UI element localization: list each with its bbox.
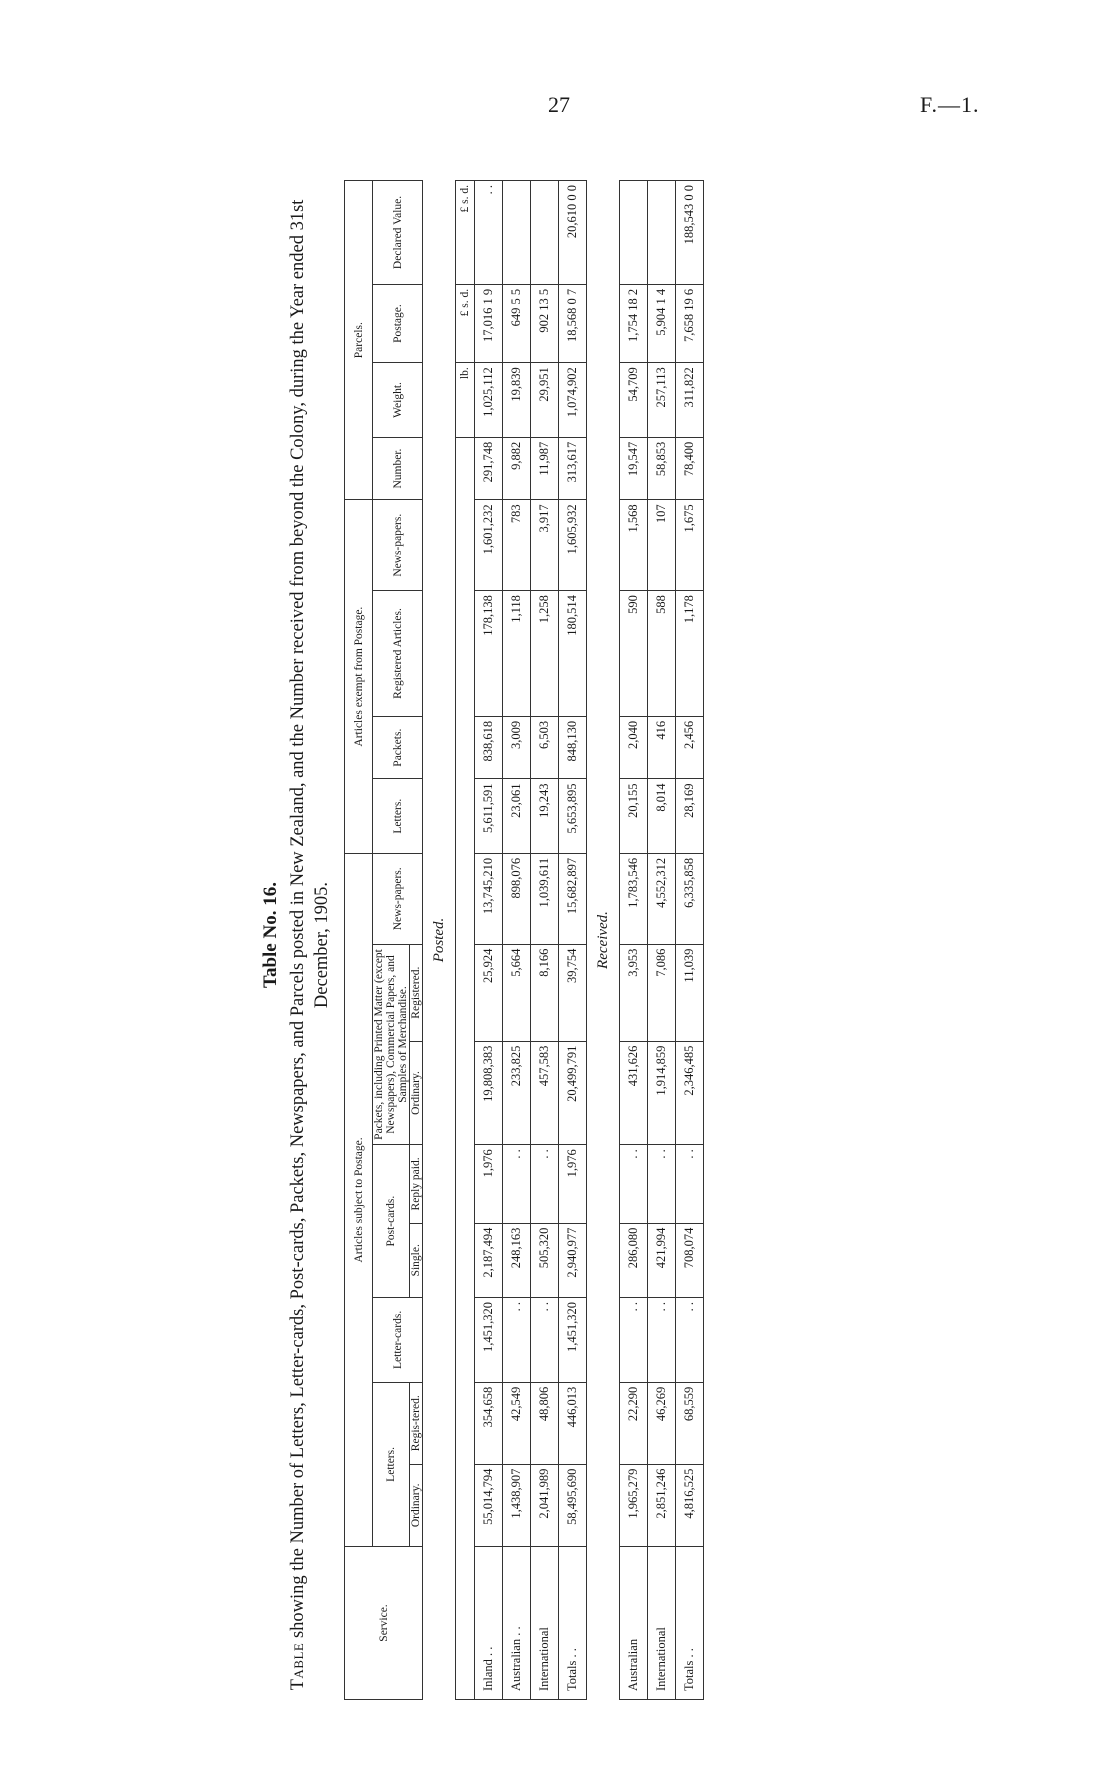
cell-lr: 48,806 xyxy=(531,1382,559,1464)
col-letters: Letters. xyxy=(373,1382,410,1546)
cell-lo: 58,495,690 xyxy=(559,1464,587,1546)
cell-service: Inland . . xyxy=(475,1547,503,1700)
section-label-posted: Posted. xyxy=(423,181,456,1700)
cell-er: 590 xyxy=(620,591,648,717)
cell-pw: 29,951 xyxy=(531,363,559,437)
cell-pd xyxy=(503,181,531,285)
title-rest: showing the Number of Letters, Letter-cards, Post-cards, Packets, Newspapers, and Parcels posted in New Zealand, and the Number received from beyond the Colony, during the Year ended 31st December, 1905. xyxy=(288,199,332,1639)
cell-pr: 8,166 xyxy=(531,944,559,1041)
cell-pp: 649 5 5 xyxy=(503,284,531,362)
cell-pr: 11,039 xyxy=(676,944,704,1041)
cell-service: Australian . . xyxy=(503,1547,531,1700)
cell-po: 19,808,383 xyxy=(475,1041,503,1145)
cell-pp: 1,754 18 2 xyxy=(620,284,648,362)
cell-el: 5,653,895 xyxy=(559,779,587,853)
table-title xyxy=(286,190,334,1700)
cell-pcs: 505,320 xyxy=(531,1223,559,1297)
cell-pw: 1,074,902 xyxy=(559,363,587,437)
cell-lc: 1,451,320 xyxy=(559,1298,587,1383)
cell-pcr: 1,976 xyxy=(559,1145,587,1223)
cell-lr: 68,559 xyxy=(676,1382,704,1464)
col-exempt-newspapers: News-papers. xyxy=(373,500,423,591)
cell-pd xyxy=(620,181,648,285)
col-packets: Packets, including Printed Matter (except Newspapers), Commercial Papers, and Samples of Merchandise. xyxy=(373,944,410,1145)
posted-row xyxy=(503,181,531,1700)
cell-lr: 46,269 xyxy=(648,1382,676,1464)
cell-lc: . . xyxy=(676,1298,704,1383)
col-parcel-weight: Weight. xyxy=(373,363,423,437)
cell-pd: 20,610 0 0 xyxy=(559,181,587,285)
cell-pr: 7,086 xyxy=(648,944,676,1041)
cell-el: 20,155 xyxy=(620,779,648,853)
cell-ep: 2,456 xyxy=(676,716,704,779)
cell-er: 178,138 xyxy=(475,591,503,717)
group-parcels: Parcels. xyxy=(345,181,373,500)
cell-lc: . . xyxy=(531,1298,559,1383)
unit-lb: lb. xyxy=(456,363,475,437)
cell-po: 1,914,859 xyxy=(648,1041,676,1145)
group-subject-to-postage: Articles subject to Postage. xyxy=(345,853,373,1546)
posted-row xyxy=(475,181,503,1700)
cell-er: 588 xyxy=(648,591,676,717)
cell-pn: 313,617 xyxy=(559,437,587,500)
cell-po: 233,825 xyxy=(503,1041,531,1145)
cell-el: 19,243 xyxy=(531,779,559,853)
cell-service: International xyxy=(531,1547,559,1700)
cell-pp: 5,904 1 4 xyxy=(648,284,676,362)
cell-ep: 6,503 xyxy=(531,716,559,779)
cell-np: 4,552,312 xyxy=(648,853,676,944)
col-exempt-registered: Registered Articles. xyxy=(373,591,423,717)
cell-en: 107 xyxy=(648,500,676,591)
cell-lo: 1,965,279 xyxy=(620,1464,648,1546)
cell-en: 1,601,232 xyxy=(475,500,503,591)
cell-pw: 311,822 xyxy=(676,363,704,437)
cell-pcs: 421,994 xyxy=(648,1223,676,1297)
received-row xyxy=(676,181,704,1700)
cell-pr: 25,924 xyxy=(475,944,503,1041)
col-post-cards: Post-cards. xyxy=(373,1145,410,1298)
cell-pp: 902 13 5 xyxy=(531,284,559,362)
cell-lo: 1,438,907 xyxy=(503,1464,531,1546)
rotated-table-area xyxy=(260,170,860,1700)
table-number: Table No. 16. xyxy=(260,882,281,988)
cell-pr: 5,664 xyxy=(503,944,531,1041)
cell-lc: . . xyxy=(620,1298,648,1383)
unit-lsd: £ s. d. xyxy=(456,284,475,362)
cell-lc: . . xyxy=(648,1298,676,1383)
cell-en: 3,917 xyxy=(531,500,559,591)
title-lead: Table xyxy=(288,1642,308,1691)
section-heading xyxy=(423,181,456,1700)
cell-pr: 3,953 xyxy=(620,944,648,1041)
col-letters-registered: Regis-tered. xyxy=(410,1382,423,1464)
cell-pcs: 248,163 xyxy=(503,1223,531,1297)
cell-pw: 54,709 xyxy=(620,363,648,437)
col-postcards-reply: Reply paid. xyxy=(410,1145,423,1223)
cell-pn: 58,853 xyxy=(648,437,676,500)
page-number: 27 xyxy=(548,92,570,117)
cell-lr: 42,549 xyxy=(503,1382,531,1464)
cell-lr: 446,013 xyxy=(559,1382,587,1464)
cell-pcr: . . xyxy=(648,1145,676,1223)
cell-en: 1,675 xyxy=(676,500,704,591)
cell-lc: . . xyxy=(503,1298,531,1383)
cell-ep: 3,009 xyxy=(503,716,531,779)
cell-pcr: . . xyxy=(676,1145,704,1223)
cell-po: 457,583 xyxy=(531,1041,559,1145)
cell-pn: 19,547 xyxy=(620,437,648,500)
cell-lc: 1,451,320 xyxy=(475,1298,503,1383)
col-exempt-packets: Packets. xyxy=(373,716,423,779)
col-packets-ordinary: Ordinary. xyxy=(410,1041,423,1145)
received-row xyxy=(648,181,676,1700)
cell-pcs: 2,940,977 xyxy=(559,1223,587,1297)
cell-pd: . . xyxy=(475,181,503,285)
cell-el: 28,169 xyxy=(676,779,704,853)
cell-pd xyxy=(531,181,559,285)
cell-np: 1,039,611 xyxy=(531,853,559,944)
cell-pcs: 708,074 xyxy=(676,1223,704,1297)
cell-pw: 257,113 xyxy=(648,363,676,437)
col-parcel-number: Number. xyxy=(373,437,423,500)
col-service: Service. xyxy=(345,1547,423,1700)
cell-np: 15,682,897 xyxy=(559,853,587,944)
cell-ep: 2,040 xyxy=(620,716,648,779)
received-row xyxy=(620,181,648,1700)
cell-service: Totals . . xyxy=(559,1547,587,1700)
cell-pp: 17,016 1 9 xyxy=(475,284,503,362)
cell-pd xyxy=(648,181,676,285)
received-section xyxy=(587,181,704,1700)
unit-lsd-declared: £ s. d. xyxy=(456,181,475,285)
posted-section xyxy=(423,181,587,1700)
cell-pn: 9,882 xyxy=(503,437,531,500)
col-exempt-letters: Letters. xyxy=(373,779,423,853)
cell-pcr: . . xyxy=(503,1145,531,1223)
cell-ep: 416 xyxy=(648,716,676,779)
col-parcel-postage: Postage. xyxy=(373,284,423,362)
cell-service: Australian xyxy=(620,1547,648,1700)
cell-np: 6,335,858 xyxy=(676,853,704,944)
statistics-table xyxy=(344,180,704,1700)
units-row xyxy=(456,181,475,1700)
cell-el: 8,014 xyxy=(648,779,676,853)
cell-lo: 2,851,246 xyxy=(648,1464,676,1546)
col-postcards-single: Single. xyxy=(410,1223,423,1297)
cell-pcr: . . xyxy=(620,1145,648,1223)
cell-np: 13,745,210 xyxy=(475,853,503,944)
document-reference: F.—1. xyxy=(920,92,980,117)
col-letters-ordinary: Ordinary. xyxy=(410,1464,423,1546)
cell-el: 5,611,591 xyxy=(475,779,503,853)
cell-pr: 39,754 xyxy=(559,944,587,1041)
col-letter-cards: Letter-cards. xyxy=(373,1298,423,1383)
cell-ep: 838,618 xyxy=(475,716,503,779)
cell-np: 1,783,546 xyxy=(620,853,648,944)
col-packets-registered: Registered. xyxy=(410,944,423,1041)
cell-lo: 4,816,525 xyxy=(676,1464,704,1546)
cell-pp: 7,658 19 6 xyxy=(676,284,704,362)
cell-lo: 2,041,989 xyxy=(531,1464,559,1546)
cell-lo: 55,014,794 xyxy=(475,1464,503,1546)
cell-np: 898,076 xyxy=(503,853,531,944)
cell-pn: 291,748 xyxy=(475,437,503,500)
col-newspapers: News-papers. xyxy=(373,853,423,944)
cell-ep: 848,130 xyxy=(559,716,587,779)
cell-pcs: 286,080 xyxy=(620,1223,648,1297)
posted-row xyxy=(559,181,587,1700)
cell-pcr: . . xyxy=(531,1145,559,1223)
cell-pcr: 1,976 xyxy=(475,1145,503,1223)
cell-pw: 19,839 xyxy=(503,363,531,437)
cell-service: International xyxy=(648,1547,676,1700)
cell-pw: 1,025,112 xyxy=(475,363,503,437)
cell-er: 1,118 xyxy=(503,591,531,717)
cell-en: 1,605,932 xyxy=(559,500,587,591)
section-heading xyxy=(587,181,620,1700)
cell-pn: 78,400 xyxy=(676,437,704,500)
cell-lr: 354,658 xyxy=(475,1382,503,1464)
cell-en: 1,568 xyxy=(620,500,648,591)
cell-pcs: 2,187,494 xyxy=(475,1223,503,1297)
cell-pp: 18,568 0 7 xyxy=(559,284,587,362)
cell-pd: 188,543 0 0 xyxy=(676,181,704,285)
posted-row xyxy=(531,181,559,1700)
col-parcel-declared: Declared Value. xyxy=(373,181,423,285)
cell-er: 1,258 xyxy=(531,591,559,717)
cell-er: 1,178 xyxy=(676,591,704,717)
cell-el: 23,061 xyxy=(503,779,531,853)
group-exempt-from-postage: Articles exempt from Postage. xyxy=(345,500,373,854)
cell-er: 180,514 xyxy=(559,591,587,717)
cell-lr: 22,290 xyxy=(620,1382,648,1464)
section-label-received: Received. xyxy=(587,181,620,1700)
cell-po: 2,346,485 xyxy=(676,1041,704,1145)
cell-en: 783 xyxy=(503,500,531,591)
cell-po: 20,499,791 xyxy=(559,1041,587,1145)
cell-pn: 11,987 xyxy=(531,437,559,500)
cell-service: Totals . . xyxy=(676,1547,704,1700)
cell-po: 431,626 xyxy=(620,1041,648,1145)
